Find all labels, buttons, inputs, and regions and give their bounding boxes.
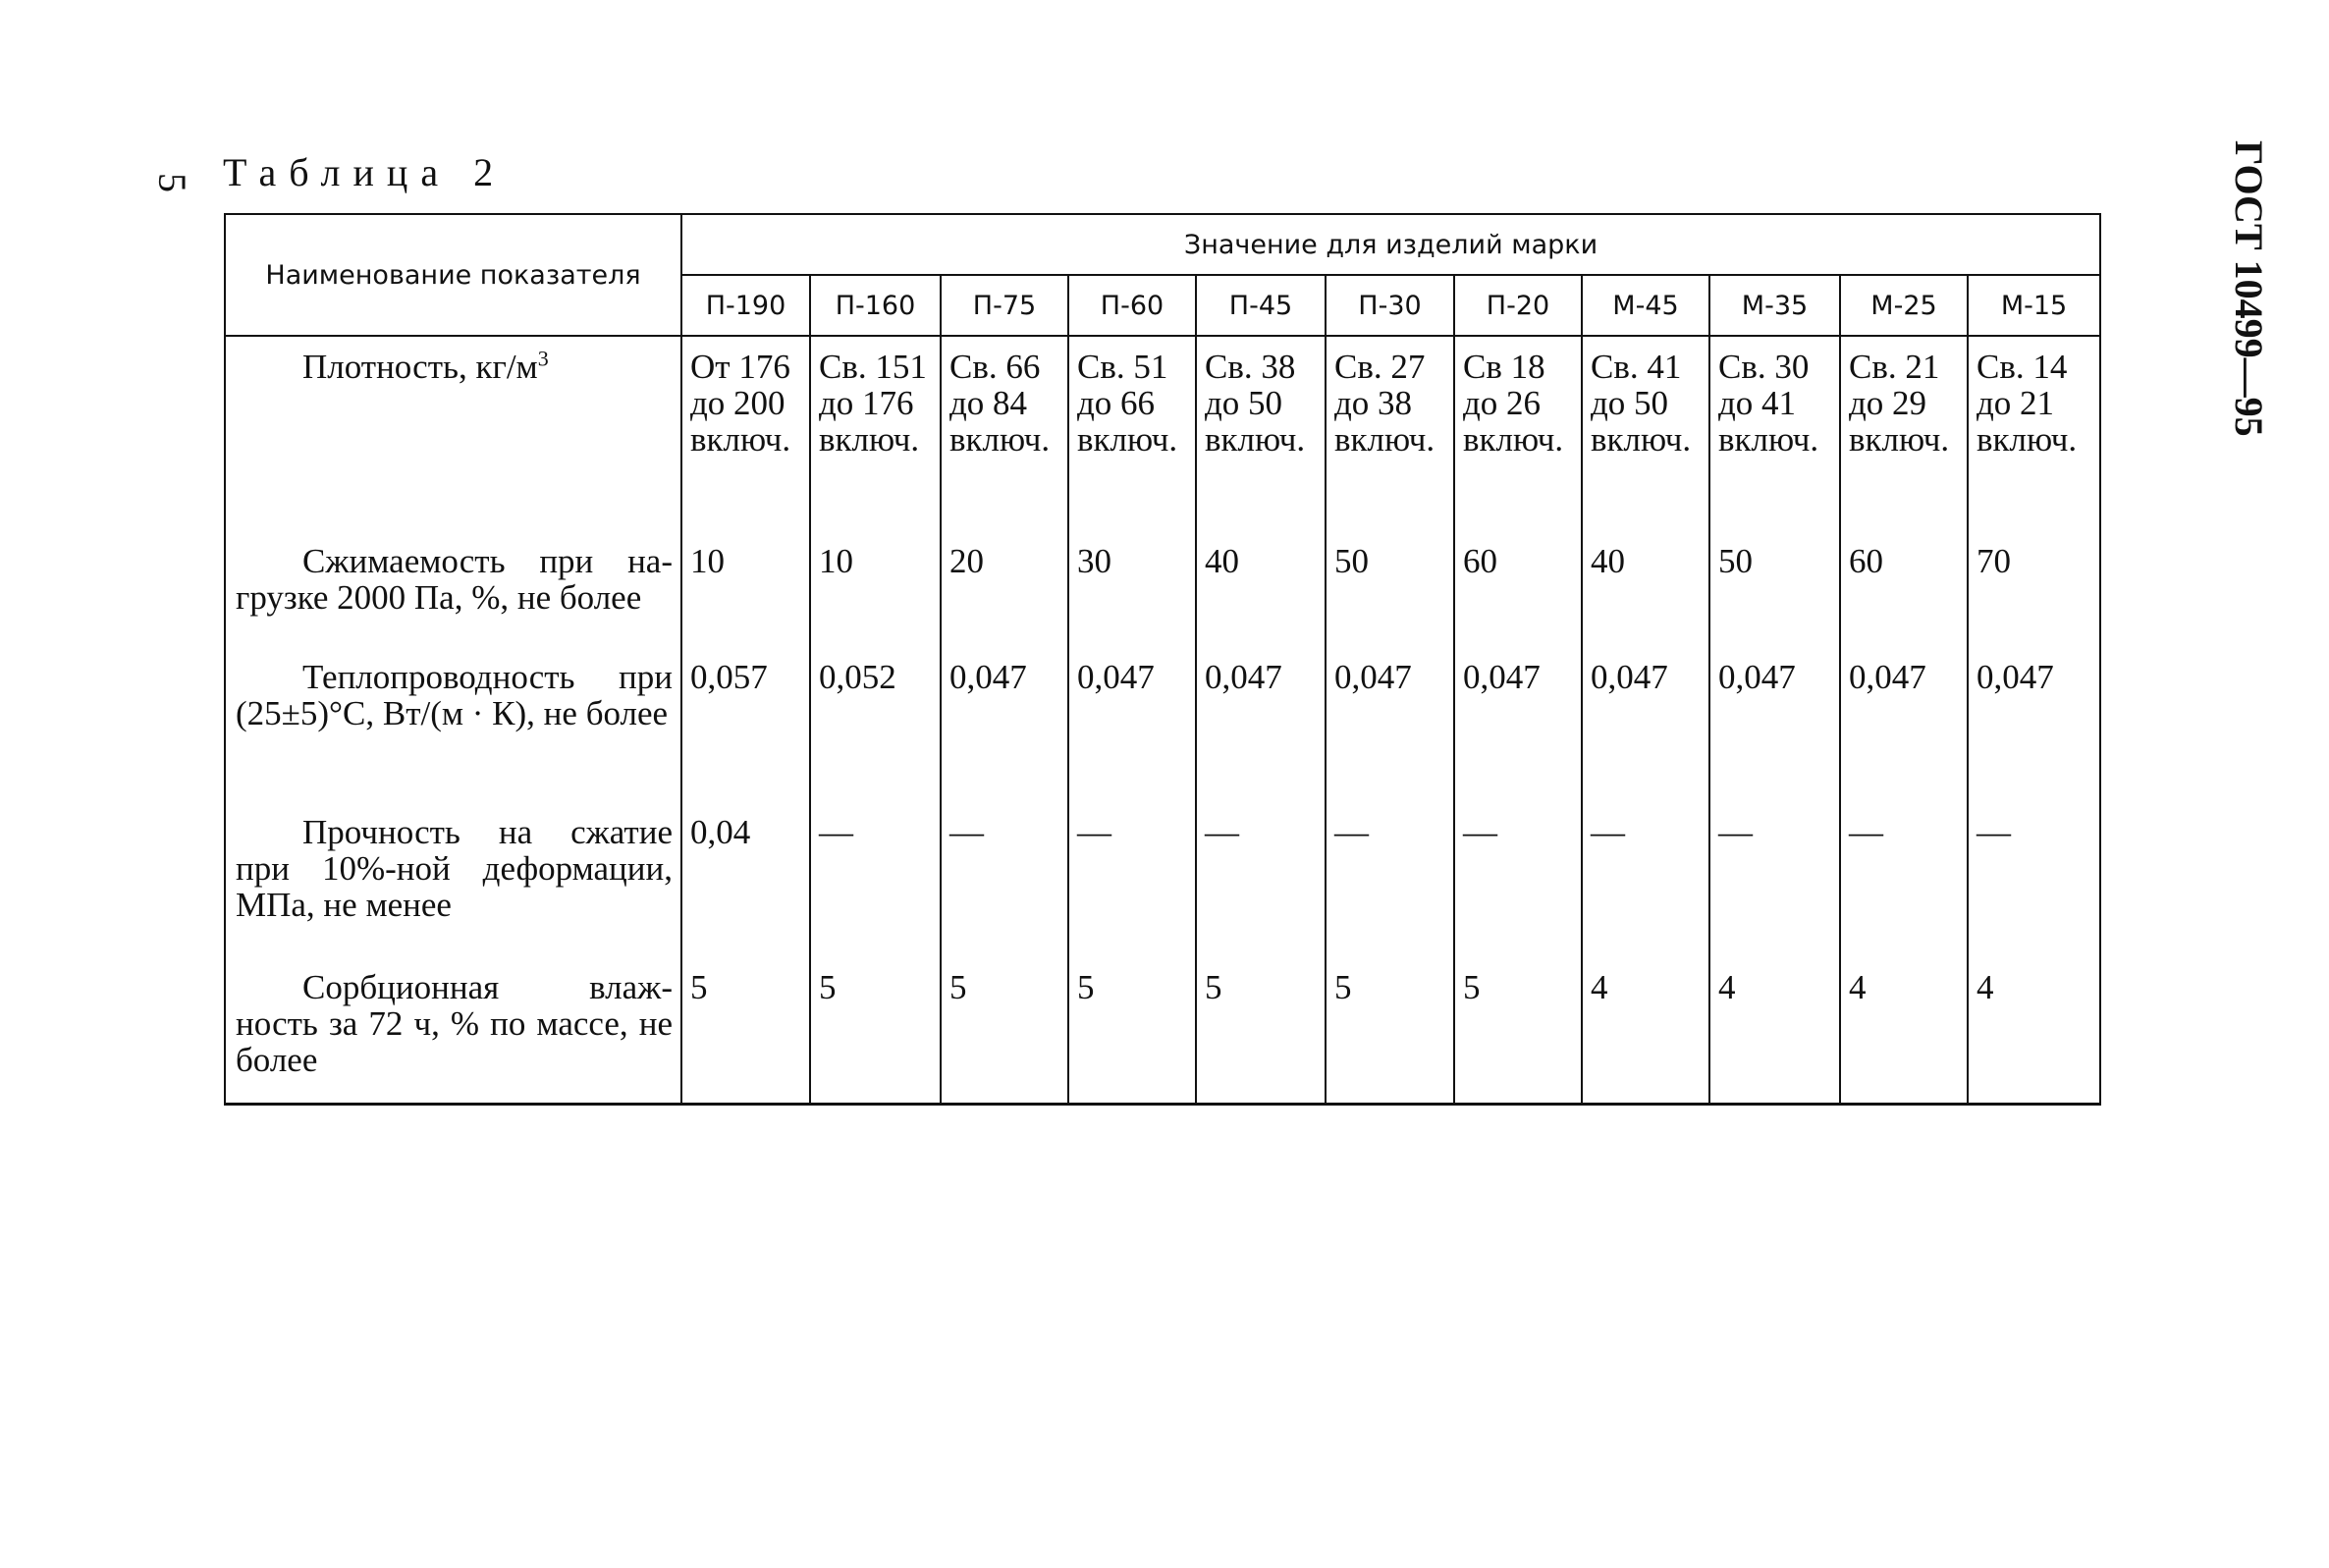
value-cell: —: [1582, 802, 1709, 957]
grade-header: М-25: [1840, 275, 1968, 336]
value-cell: Св. 27 до 38 включ.: [1326, 336, 1454, 531]
grade-header: П-60: [1068, 275, 1196, 336]
page-number: 5: [150, 173, 194, 192]
value-cell: 0,052: [810, 647, 941, 802]
value-cell: 0,047: [1068, 647, 1196, 802]
value-cell: 4: [1840, 957, 1968, 1105]
value-cell: 70: [1968, 531, 2100, 647]
param-name: Теплопроводность при (25±5)°С, Вт/(м · К), не более: [225, 647, 681, 802]
value-cell: 60: [1840, 531, 1968, 647]
param-name: Сорбционная влаж-ность за 72 ч, % по массе, не более: [225, 957, 681, 1105]
value-cell: 0,057: [681, 647, 810, 802]
value-cell: 5: [810, 957, 941, 1105]
value-cell: Св. 14 до 21 включ.: [1968, 336, 2100, 531]
value-cell: 0,047: [1326, 647, 1454, 802]
value-cell: Св. 21 до 29 включ.: [1840, 336, 1968, 531]
value-cell: 5: [1326, 957, 1454, 1105]
value-cell: 50: [1709, 531, 1840, 647]
value-cell: Св 18 до 26 включ.: [1454, 336, 1582, 531]
value-cell: 0,047: [1582, 647, 1709, 802]
value-cell: Св. 38 до 50 включ.: [1196, 336, 1326, 531]
value-cell: —: [1326, 802, 1454, 957]
table-row: [225, 957, 2100, 1105]
grade-header: М-15: [1968, 275, 2100, 336]
value-cell: Св. 30 до 41 включ.: [1709, 336, 1840, 531]
value-cell: —: [1968, 802, 2100, 957]
value-cell: 20: [941, 531, 1068, 647]
value-cell: —: [1840, 802, 1968, 957]
value-cell: —: [810, 802, 941, 957]
value-cell: —: [1709, 802, 1840, 957]
value-cell: 4: [1709, 957, 1840, 1105]
value-cell: 40: [1582, 531, 1709, 647]
grade-header: М-45: [1582, 275, 1709, 336]
value-cell: 0,04: [681, 802, 810, 957]
value-cell: 10: [810, 531, 941, 647]
value-cell: 0,047: [1968, 647, 2100, 802]
value-cell: 5: [1068, 957, 1196, 1105]
value-cell: 40: [1196, 531, 1326, 647]
table-row: [225, 531, 2100, 647]
value-cell: Св. 41 до 50 включ.: [1582, 336, 1709, 531]
value-cell: —: [1068, 802, 1196, 957]
table-row: [225, 802, 2100, 957]
param-name: Плотность, $кг/м^3$: [225, 336, 681, 531]
value-cell: 60: [1454, 531, 1582, 647]
grade-header: П-75: [941, 275, 1068, 336]
value-cell: 10: [681, 531, 810, 647]
table-caption: Таблица 2: [223, 150, 507, 194]
value-cell: 5: [1196, 957, 1326, 1105]
value-cell: —: [1454, 802, 1582, 957]
table-row: [225, 336, 2100, 531]
value-cell: 0,047: [1709, 647, 1840, 802]
param-name: Сжимаемость при на-грузке 2000 Па, %, не более: [225, 531, 681, 647]
value-cell: От 176 до 200 включ.: [681, 336, 810, 531]
value-cell: 50: [1326, 531, 1454, 647]
param-name: Прочность на сжатие при 10%-ной деформации, МПа, не менее: [225, 802, 681, 957]
grade-group-header: Значение для изделий марки: [681, 214, 2100, 275]
value-cell: Св. 151 до 176 включ.: [810, 336, 941, 531]
value-cell: 5: [681, 957, 810, 1105]
value-cell: 5: [941, 957, 1068, 1105]
grade-header: П-160: [810, 275, 941, 336]
param-column-header: Наименование показателя: [225, 214, 681, 336]
value-cell: 0,047: [941, 647, 1068, 802]
table-row: [225, 647, 2100, 802]
value-cell: 0,047: [1196, 647, 1326, 802]
value-cell: 4: [1582, 957, 1709, 1105]
grade-header: М-35: [1709, 275, 1840, 336]
document-code: ГОСТ 10499—95: [2227, 140, 2271, 437]
value-cell: 0,047: [1454, 647, 1582, 802]
grade-header: П-190: [681, 275, 810, 336]
grade-header: П-20: [1454, 275, 1582, 336]
value-cell: 4: [1968, 957, 2100, 1105]
value-cell: 30: [1068, 531, 1196, 647]
grade-header: П-30: [1326, 275, 1454, 336]
properties-table: [224, 213, 2101, 1106]
grade-header: П-45: [1196, 275, 1326, 336]
value-cell: 5: [1454, 957, 1582, 1105]
value-cell: —: [1196, 802, 1326, 957]
value-cell: Св. 51 до 66 включ.: [1068, 336, 1196, 531]
value-cell: 0,047: [1840, 647, 1968, 802]
value-cell: —: [941, 802, 1068, 957]
value-cell: Св. 66 до 84 включ.: [941, 336, 1068, 531]
